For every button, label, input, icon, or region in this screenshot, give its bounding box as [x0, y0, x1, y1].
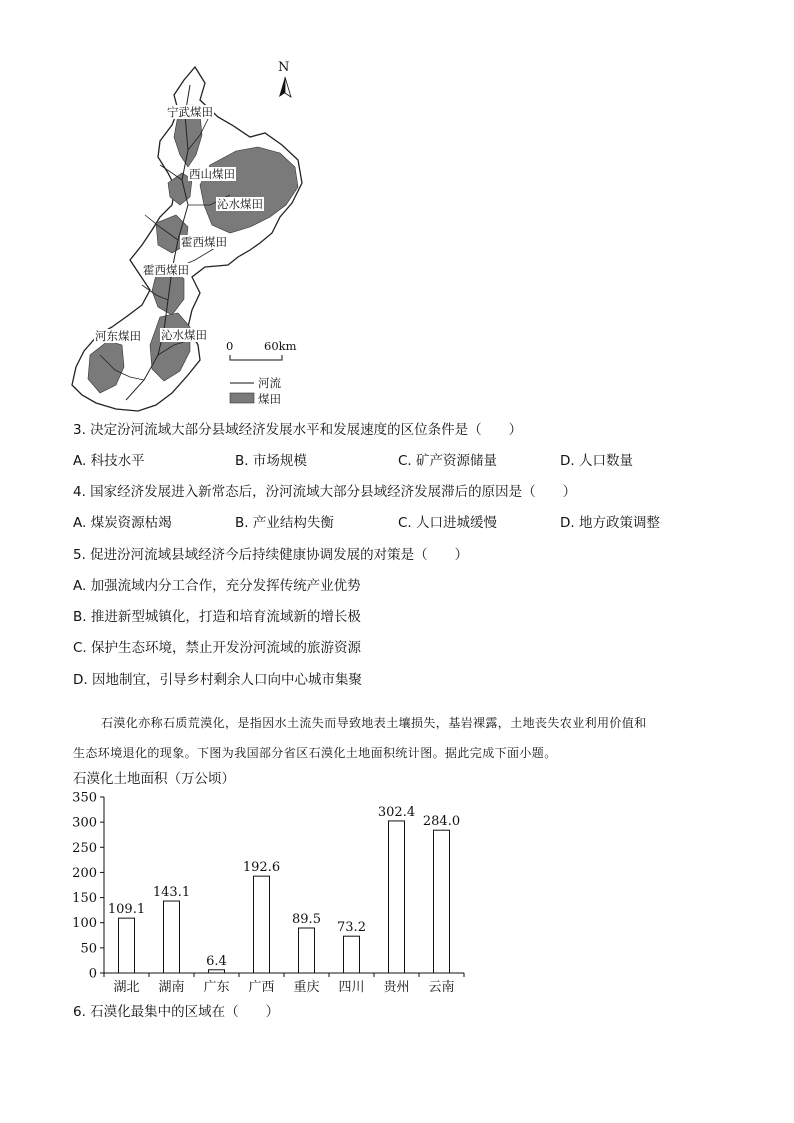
chart-title: 石漠化土地面积（万公顷）	[73, 771, 235, 787]
value-label: 302.4	[377, 804, 416, 820]
legend-river-label: 河流	[258, 376, 281, 390]
coalfield-label: 河东煤田	[95, 329, 141, 343]
category-label: 四川	[338, 980, 365, 995]
q4-option-d: D. 地方政策调整	[560, 515, 660, 531]
category-label: 重庆	[293, 980, 320, 995]
legend-coal-symbol	[230, 393, 254, 403]
bar	[164, 901, 180, 973]
coalfield-label: 西山煤田	[189, 167, 235, 181]
category-label: 湖北	[113, 980, 140, 995]
value-label: 192.6	[242, 860, 281, 876]
question-3-stem: 3. 决定汾河流域大部分县域经济发展水平和发展速度的区位条件是（ ）	[73, 422, 523, 438]
bar	[299, 928, 315, 973]
scale-bar	[230, 355, 282, 360]
coalfield-label: 沁水煤田	[217, 197, 263, 211]
y-tick-label: 100	[72, 916, 97, 932]
q5-option-b: B. 推进新型城镇化，打造和培育流域新的增长极	[73, 609, 361, 625]
coalfield-label: 沁水煤田	[161, 328, 207, 342]
y-tick-label: 0	[88, 966, 97, 982]
value-label: 73.2	[337, 920, 366, 936]
legend-coal-label: 煤田	[258, 392, 281, 406]
scale-distance: 60km	[264, 339, 297, 353]
passage-line-2: 生态环境退化的现象。下图为我国部分省区石漠化土地面积统计图。据此完成下面小题。	[73, 746, 557, 760]
q5-option-d: D. 因地制宜，引导乡村剩余人口向中心城市集聚	[73, 672, 362, 688]
bar	[119, 918, 135, 973]
q3-option-d: D. 人口数量	[560, 453, 633, 469]
value-label: 143.1	[152, 885, 191, 901]
q3-option-b: B. 市场规模	[235, 453, 307, 469]
q3-option-c: C. 矿产资源储量	[398, 453, 498, 469]
category-label: 贵州	[383, 980, 410, 995]
y-tick-label: 200	[72, 865, 97, 881]
value-label: 89.5	[292, 911, 321, 927]
q3-option-a: A. 科技水平	[73, 453, 145, 469]
q5-option-a: A. 加强流域内分工合作，充分发挥传统产业优势	[73, 578, 361, 594]
passage-line-1: 石漠化亦称石质荒漠化，是指因水土流失而导致地表土壤损失，基岩裸露，土地丧失农业利用价值和	[101, 716, 647, 730]
y-tick-label: 50	[80, 941, 97, 957]
q5-option-c: C. 保护生态环境，禁止开发汾河流域的旅游资源	[73, 640, 362, 656]
question-6-stem: 6. 石漠化最集中的区域在（ ）	[73, 1004, 280, 1020]
y-tick-label: 250	[72, 840, 97, 856]
bar	[209, 970, 225, 973]
y-tick-label: 350	[72, 790, 97, 806]
q4-option-a: A. 煤炭资源枯竭	[73, 515, 172, 531]
category-label: 广东	[203, 980, 230, 995]
question-5-stem: 5. 促进汾河流域县域经济今后持续健康协调发展的对策是（ ）	[73, 547, 469, 563]
y-tick-label: 300	[72, 815, 97, 831]
value-label: 6.4	[206, 953, 227, 969]
coalfield-map	[60, 55, 320, 415]
coalfield-label: 霍西煤田	[181, 235, 227, 249]
bar-chart	[60, 785, 480, 1005]
question-4-stem: 4. 国家经济发展进入新常态后，汾河流域大部分县域经济发展滞后的原因是（ ）	[73, 484, 577, 500]
category-label: 云南	[428, 980, 455, 995]
north-arrow-icon	[279, 77, 291, 97]
north-label: N	[278, 60, 290, 75]
bar	[389, 821, 405, 973]
y-tick-label: 150	[72, 891, 97, 907]
coalfield-label: 宁武煤田	[167, 105, 213, 119]
category-label: 广西	[248, 980, 275, 995]
value-label: 109.1	[107, 902, 146, 918]
q4-option-c: C. 人口进城缓慢	[398, 515, 498, 531]
scale-zero: 0	[226, 339, 234, 353]
bar	[254, 876, 270, 973]
coalfield-label: 霍西煤田	[143, 263, 189, 277]
q4-option-b: B. 产业结构失衡	[235, 515, 334, 531]
value-label: 284.0	[422, 814, 461, 830]
bar	[434, 830, 450, 973]
category-label: 湖南	[158, 980, 185, 995]
bar	[344, 936, 360, 973]
